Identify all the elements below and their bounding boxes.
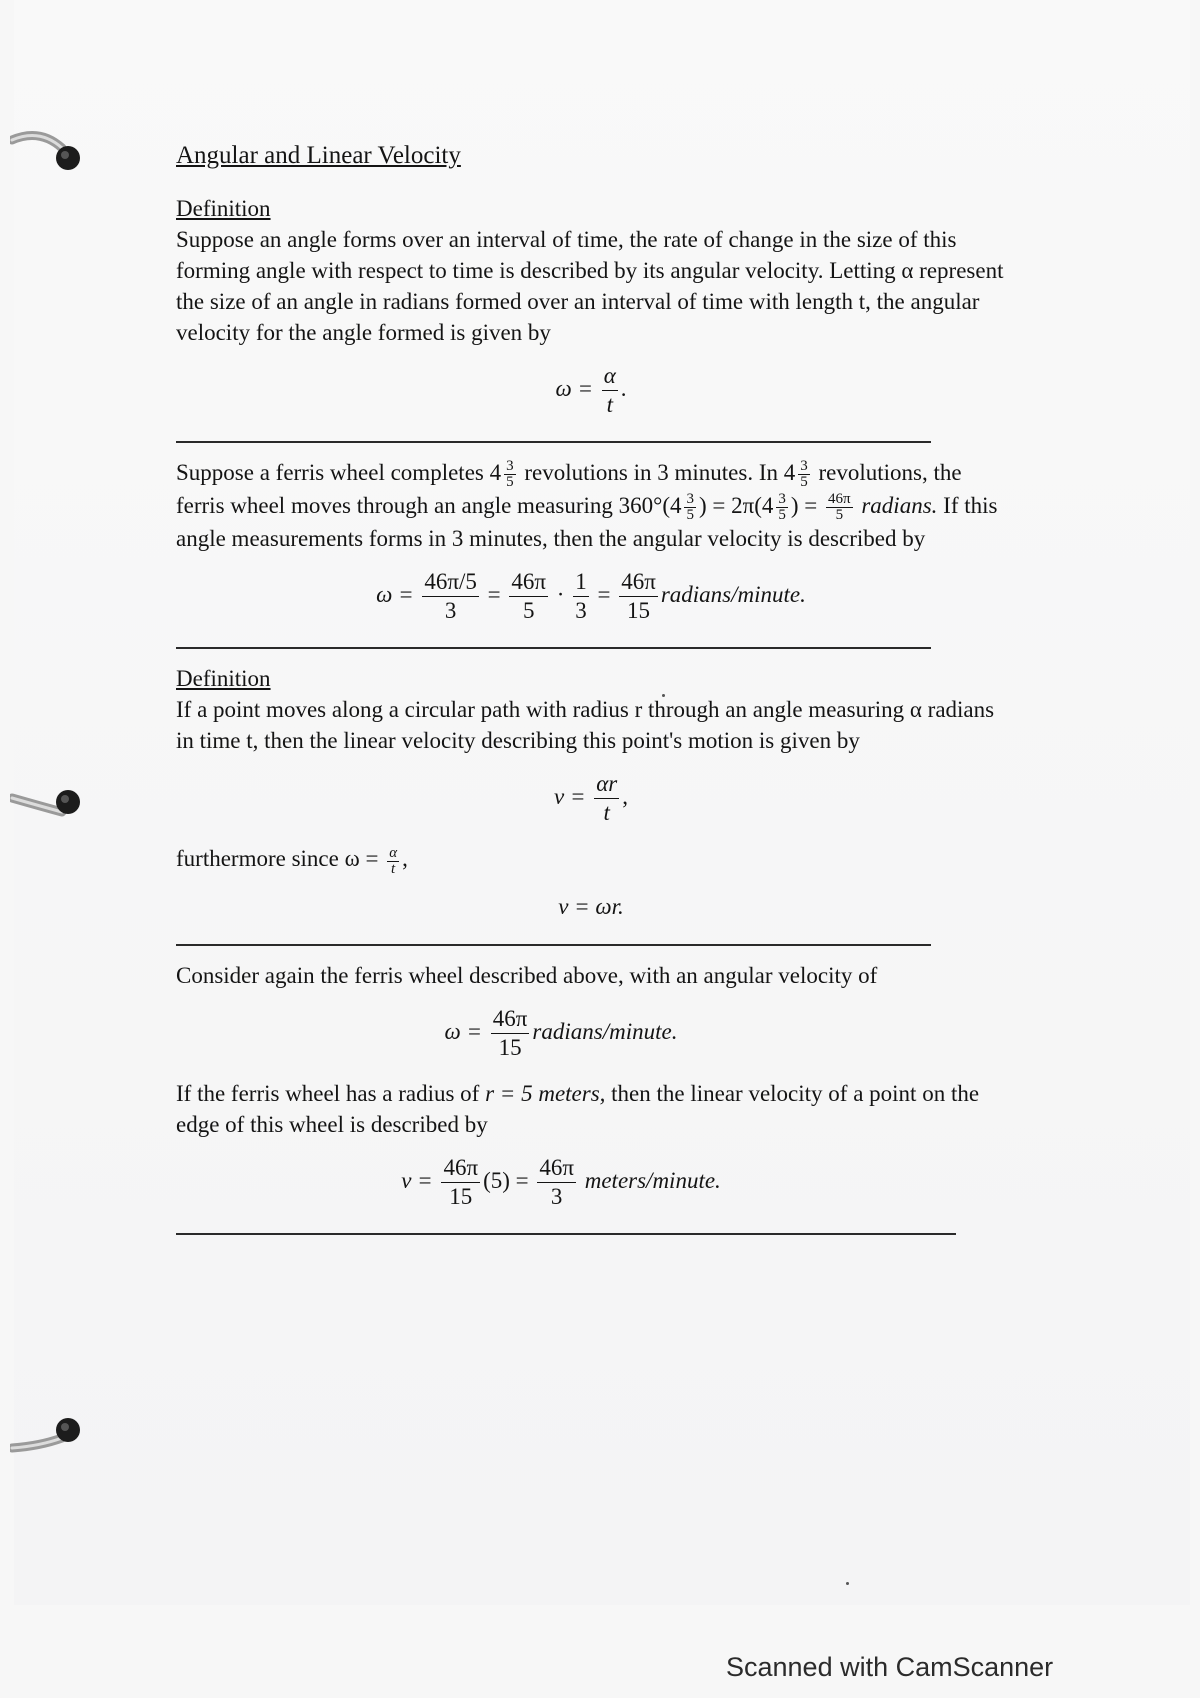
binder-ring-icon [10, 778, 82, 836]
divider [176, 441, 931, 443]
fraction-denominator: 15 [627, 598, 650, 624]
mixed-denominator: 5 [800, 474, 808, 491]
fraction-denominator: 3 [575, 598, 587, 624]
definition-text: Suppose an angle forms over an interval of time, the rate of change in the size of this forming angle with respect to time is described by its angular velocity. Letting α represent the size of an angle in radians formed over an interval of time with length t, the angular velocity for the angle formed is given by [176, 227, 1004, 345]
fraction-numerator: 46π [441, 1154, 480, 1183]
binder-ring-icon [10, 1410, 82, 1468]
fraction-numerator: 1 [573, 568, 589, 597]
angular-velocity-formula [176, 362, 1006, 419]
linear-velocity-formula [176, 770, 1006, 827]
fraction-denominator: 15 [449, 1183, 473, 1209]
fraction-denominator: t [606, 392, 613, 417]
formula-lhs: ω = [376, 582, 414, 608]
ferris-wheel-angular-example [176, 457, 1006, 625]
example-text-part: revolutions, the ferris wheel moves through an angle measuring 360°( [176, 460, 962, 519]
formula-fraction [602, 362, 618, 419]
mixed-number [669, 491, 699, 524]
mixed-numerator: 3 [778, 491, 786, 508]
unit-label: radians/minute. [660, 582, 806, 608]
example-text [176, 1078, 1006, 1140]
example-text-part: ) = [790, 493, 818, 519]
mixed-whole: 4 [783, 460, 796, 485]
fraction-numerator: 46π [491, 1005, 530, 1034]
mixed-whole: 4 [761, 493, 774, 519]
example-unit: radians. [861, 493, 938, 519]
example-text [176, 457, 1006, 554]
mixed-fraction [798, 459, 810, 490]
unit-label: meters/minute. [584, 1167, 721, 1193]
example-text-part: revolutions in 3 minutes. In [524, 460, 778, 485]
document-content [176, 140, 1006, 1249]
calc-middle: (5) = [483, 1167, 529, 1193]
fraction-denominator: t [391, 860, 396, 877]
calc-fraction-1 [422, 568, 479, 625]
mixed-numerator: 3 [800, 458, 808, 475]
fraction-numerator: 46π [619, 568, 658, 597]
angular-velocity-definition [176, 193, 1006, 419]
scan-speck [846, 1582, 849, 1585]
linear-velocity-definition [176, 663, 1006, 921]
mixed-number [783, 458, 813, 491]
fraction-numerator: αr [596, 771, 618, 797]
mixed-whole: 4 [669, 493, 682, 519]
fraction-denominator: t [603, 800, 610, 826]
angular-velocity-calculation [176, 568, 1006, 625]
fraction-numerator: 46π/5 [422, 568, 479, 597]
fraction-numerator: 46π [537, 1154, 576, 1183]
divider [176, 944, 931, 946]
mixed-fraction [776, 492, 788, 523]
since-label: furthermore since ω = [176, 846, 379, 872]
divider [176, 647, 931, 649]
ferris-wheel-linear-example [176, 960, 1006, 1211]
fraction-numerator: 46π [509, 568, 548, 597]
mixed-fraction [684, 492, 696, 523]
radius-value: r = 5 meters, [485, 1080, 606, 1106]
since-end: , [402, 846, 408, 872]
example-text-part: If the ferris wheel has a radius of [176, 1080, 480, 1106]
formula-end: . [620, 375, 627, 401]
mixed-numerator: 3 [506, 458, 514, 475]
multiply-dot: · [556, 582, 565, 608]
definition-text: If a point moves along a circular path with radius r through an angle measuring α radians in time t, then the linear velocity describing this point's motion is given by [176, 697, 995, 754]
formula-fraction [594, 770, 619, 827]
example-text-part: ) = 2π( [698, 493, 762, 519]
mixed-denominator: 5 [778, 507, 786, 524]
angle-fraction [826, 492, 853, 523]
linear-angular-relation [176, 891, 1006, 922]
binder-ring-icon [10, 126, 82, 184]
calc-fraction-2 [509, 568, 548, 625]
section-heading: Definition [176, 196, 271, 221]
divider [176, 1233, 956, 1235]
calc-fraction-3 [573, 568, 589, 625]
calc-fraction-1 [441, 1154, 480, 1211]
equals-sign: = [597, 582, 611, 608]
mixed-fraction [504, 459, 516, 490]
relation-formula: v = ωr. [558, 893, 624, 919]
fraction-numerator: α [603, 363, 616, 388]
calc-fraction-2 [537, 1154, 576, 1211]
mixed-denominator: 5 [506, 474, 514, 491]
angle-denominator: 5 [835, 507, 844, 524]
mixed-denominator: 5 [686, 507, 694, 524]
fraction-numerator: α [389, 844, 398, 861]
angle-numerator: 46π [828, 491, 851, 508]
example-text-part: Suppose a ferris wheel completes [176, 460, 484, 485]
mixed-numerator: 3 [686, 491, 694, 508]
formula-lhs: v = [553, 784, 586, 810]
angular-velocity-value [176, 1005, 1006, 1062]
formula-end: , [622, 784, 628, 810]
since-fraction [387, 846, 399, 877]
since-text [176, 843, 1006, 876]
formula-fraction [491, 1005, 530, 1062]
fraction-denominator: 3 [444, 598, 457, 624]
calc-fraction-4 [619, 568, 658, 625]
formula-lhs: ω = [444, 1018, 483, 1044]
formula-lhs: v = [401, 1167, 433, 1193]
equals-sign: = [487, 582, 501, 608]
mixed-whole: 4 [489, 460, 502, 485]
fraction-denominator: 3 [550, 1183, 563, 1209]
example-intro: Consider again the ferris wheel described above, with an angular velocity of [176, 962, 878, 988]
fraction-denominator: 5 [522, 598, 535, 624]
page-title: Angular and Linear Velocity [176, 142, 461, 169]
formula-lhs: ω = [555, 375, 593, 401]
example-text-part: If this angle measurements forms in 3 minutes, then the angular velocity is described by [176, 493, 998, 552]
mixed-number [761, 491, 791, 524]
example-text-part: then the linear velocity of a point on the edge of this wheel is described by [176, 1080, 980, 1137]
mixed-number [489, 458, 519, 491]
section-heading: Definition [176, 666, 271, 692]
fraction-denominator: 15 [498, 1034, 522, 1060]
linear-velocity-calculation [176, 1154, 1006, 1211]
unit-label: radians/minute. [532, 1018, 678, 1044]
camscanner-watermark: Scanned with CamScanner [726, 1652, 1054, 1682]
